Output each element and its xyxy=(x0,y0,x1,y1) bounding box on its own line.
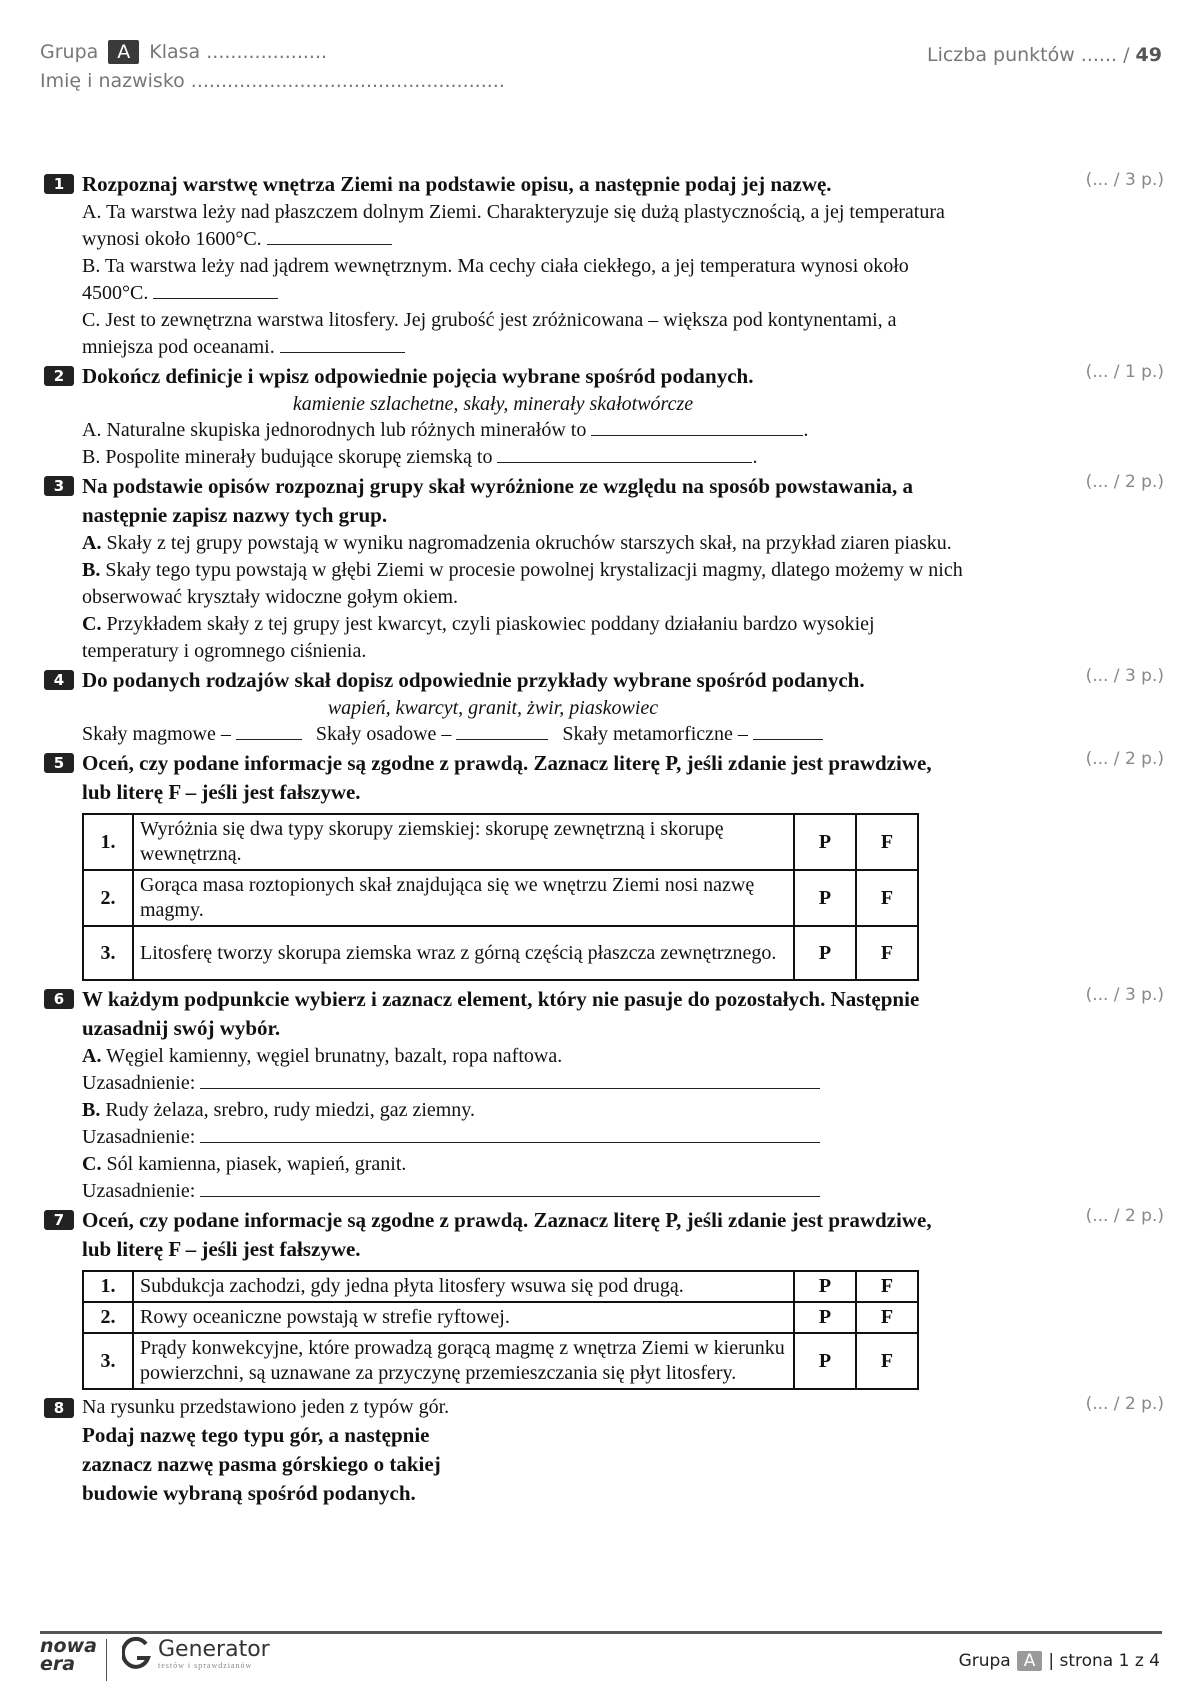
true-option[interactable]: P xyxy=(794,1333,856,1389)
task-6 xyxy=(44,985,1164,1205)
task-2 xyxy=(44,362,1164,471)
task-command: W każdym podpunkcie wybierz i zaznacz element, który nie pasuje do pozostałych. Następnie uzasadnij swój wybór. xyxy=(82,987,920,1040)
task-item-b: B. Ta warstwa leży nad jądrem wewnętrznym. Ma cechy ciała ciekłego, a jej temperatura wynosi około 4500°C. xyxy=(82,255,909,304)
false-option[interactable]: F xyxy=(856,926,918,980)
task-intro: Na rysunku przedstawiono jeden z typów gór. xyxy=(82,1396,450,1418)
task-5 xyxy=(44,749,1164,981)
word-bank: kamienie szlachetne, skały, minerały skałotwórcze xyxy=(292,393,694,415)
generator-logo: Generator testów i sprawdzianów xyxy=(122,1636,270,1672)
logo-divider xyxy=(106,1639,107,1681)
justification-b: Uzasadnienie: xyxy=(82,1124,964,1151)
table-row: 1. Subdukcja zachodzi, gdy jedna płyta litosfery wsuwa się pod drugą. P F xyxy=(83,1271,918,1302)
worksheet xyxy=(44,170,1164,1508)
answer-blank[interactable] xyxy=(456,721,548,740)
task-number: 4 xyxy=(44,670,74,690)
task-item-c: C. Sól kamienna, piasek, wapień, granit. xyxy=(82,1153,407,1175)
task-item-a: A. Naturalne skupiska jednorodnych lub różnych minerałów to . xyxy=(82,419,809,441)
generator-g-icon xyxy=(122,1636,152,1672)
task-points: (... / 2 p.) xyxy=(1085,1206,1164,1226)
true-option[interactable]: P xyxy=(794,814,856,870)
nowa-era-logo: nowa era xyxy=(40,1635,97,1675)
page-header xyxy=(40,40,1162,100)
true-option[interactable]: P xyxy=(794,1302,856,1333)
answer-blank[interactable] xyxy=(497,444,752,463)
true-false-table xyxy=(82,813,919,981)
task-item-c: C. Przykładem skały z tej grupy jest kwarcyt, czyli piaskowiec poddany działaniu bardzo wysokiej temperatury i ogromnego ciśnienia. xyxy=(82,613,875,662)
answer-blank[interactable] xyxy=(753,721,823,740)
false-option[interactable]: F xyxy=(856,870,918,926)
points-label: Liczba punktów ...... / xyxy=(926,44,1130,66)
answer-blank[interactable] xyxy=(236,721,302,740)
table-row: 1. Wyróżnia się dwa typy skorupy ziemskiej: skorupę zewnętrzną i skorupę wewnętrzną. P F xyxy=(83,814,918,870)
justification-a: Uzasadnienie: xyxy=(82,1070,964,1097)
task-item-a: A. Węgiel kamienny, węgiel brunatny, bazalt, ropa naftowa. xyxy=(82,1045,563,1067)
task-number: 7 xyxy=(44,1210,74,1230)
class-field[interactable]: Klasa .................... xyxy=(149,41,328,63)
group-badge: A xyxy=(108,40,139,64)
page-footer-info xyxy=(959,1651,1160,1671)
task-number: 5 xyxy=(44,753,74,773)
group-label: Grupa xyxy=(40,41,99,63)
task-number: 3 xyxy=(44,476,74,496)
task-item-a: A. Skały z tej grupy powstają w wyniku nagromadzenia okruchów starszych skał, na przykład ziaren piasku. xyxy=(82,532,952,554)
task-4 xyxy=(44,666,1164,748)
task-points: (... / 2 p.) xyxy=(1085,472,1164,492)
task-item-b: B. Skały tego typu powstają w głębi Ziemi w procesie powolnej krystalizacji magmy, dlatego możemy w nich obserwować kryształy widoczne gołym okiem. xyxy=(82,559,963,608)
task-1 xyxy=(44,170,1164,361)
task-item-c: C. Jest to zewnętrzna warstwa litosfery. Jej grubość jest zróżnicowana – większa pod kontynentami, a mniejsza pod oceanami. xyxy=(82,309,897,358)
task-number: 1 xyxy=(44,174,74,194)
footer-group-badge: A xyxy=(1017,1651,1043,1671)
answer-blank[interactable] xyxy=(591,417,803,436)
table-row: 2. Gorąca masa roztopionych skał znajdująca się we wnętrzu Ziemi nosi nazwę magmy. P F xyxy=(83,870,918,926)
word-bank: wapień, kwarcyt, granit, żwir, piaskowiec xyxy=(327,697,659,719)
name-field[interactable]: Imię i nazwisko .................................................... xyxy=(40,70,505,92)
answer-blank[interactable] xyxy=(267,226,392,245)
task-command: Na podstawie opisów rozpoznaj grupy skał wyróżnione ze względu na sposób powstawania, a następnie zapisz nazwy tych grup. xyxy=(82,474,913,527)
page-number: | strona 1 z 4 xyxy=(1048,1651,1160,1671)
task-command: Dokończ definicje i wpisz odpowiednie pojęcia wybrane spośród podanych. xyxy=(82,364,754,388)
task-number: 8 xyxy=(44,1398,74,1418)
answer-blank[interactable] xyxy=(200,1178,820,1197)
rock-types-row: Skały magmowe – Skały osadowe – Skały metamorficzne – xyxy=(82,721,964,748)
task-number: 6 xyxy=(44,989,74,1009)
table-row: 3. Prądy konwekcyjne, które prowadzą gorącą magmę z wnętrza Ziemi w kierunku powierzchni, są uznawane za przyczynę przemieszczania się płyt litosfery. P F xyxy=(83,1333,918,1389)
task-command: Oceń, czy podane informacje są zgodne z prawdą. Zaznacz literę P, jeśli zdanie jest prawdziwe, lub literę F – jeśli jest fałszywe. xyxy=(82,751,932,804)
true-option[interactable]: P xyxy=(794,926,856,980)
task-points: (... / 2 p.) xyxy=(1085,1394,1164,1414)
footer-group-label: Grupa xyxy=(958,1651,1011,1671)
task-points: (... / 1 p.) xyxy=(1085,362,1164,382)
task-item-b: B. Pospolite minerały budujące skorupę ziemską to . xyxy=(82,446,758,468)
false-option[interactable]: F xyxy=(856,1333,918,1389)
answer-blank[interactable] xyxy=(153,280,278,299)
task-command: Oceń, czy podane informacje są zgodne z prawdą. Zaznacz literę P, jeśli zdanie jest prawdziwe, lub literę F – jeśli jest fałszywe. xyxy=(82,1208,932,1261)
table-row: 3. Litosferę tworzy skorupa ziemska wraz z górną częścią płaszcza zewnętrznego. P F xyxy=(83,926,918,980)
true-option[interactable]: P xyxy=(794,870,856,926)
task-3 xyxy=(44,472,1164,665)
task-7 xyxy=(44,1206,1164,1390)
task-item-b: B. Rudy żelaza, srebro, rudy miedzi, gaz ziemny. xyxy=(82,1099,476,1121)
true-false-table xyxy=(82,1270,919,1390)
false-option[interactable]: F xyxy=(856,1271,918,1302)
justification-c: Uzasadnienie: xyxy=(82,1178,964,1205)
task-points: (... / 3 p.) xyxy=(1085,985,1164,1005)
task-points: (... / 3 p.) xyxy=(1085,666,1164,686)
task-command: Podaj nazwę tego typu gór, a następnie zaznacz nazwę pasma górskiego o takiej budowie wybraną spośród podanych. xyxy=(82,1423,441,1505)
table-row: 2. Rowy oceaniczne powstają w strefie ryftowej. P F xyxy=(83,1302,918,1333)
false-option[interactable]: F xyxy=(856,1302,918,1333)
answer-blank[interactable] xyxy=(200,1124,820,1143)
points-max: 49 xyxy=(1135,44,1162,66)
footer-rule xyxy=(40,1631,1162,1634)
true-option[interactable]: P xyxy=(794,1271,856,1302)
task-item-a: A. Ta warstwa leży nad płaszczem dolnym Ziemi. Charakteryzuje się dużą plastycznością, a jej temperatura wynosi około 1600°C. xyxy=(82,201,945,250)
answer-blank[interactable] xyxy=(200,1070,820,1089)
task-number: 2 xyxy=(44,366,74,386)
answer-blank[interactable] xyxy=(280,334,405,353)
task-points: (... / 3 p.) xyxy=(1085,170,1164,190)
task-8 xyxy=(44,1394,1164,1508)
task-command: Rozpoznaj warstwę wnętrza Ziemi na podstawie opisu, a następnie podaj jej nazwę. xyxy=(82,172,832,196)
points-total xyxy=(927,44,1162,66)
false-option[interactable]: F xyxy=(856,814,918,870)
task-command: Do podanych rodzajów skał dopisz odpowiednie przykłady wybrane spośród podanych. xyxy=(82,668,865,692)
task-points: (... / 2 p.) xyxy=(1085,749,1164,769)
